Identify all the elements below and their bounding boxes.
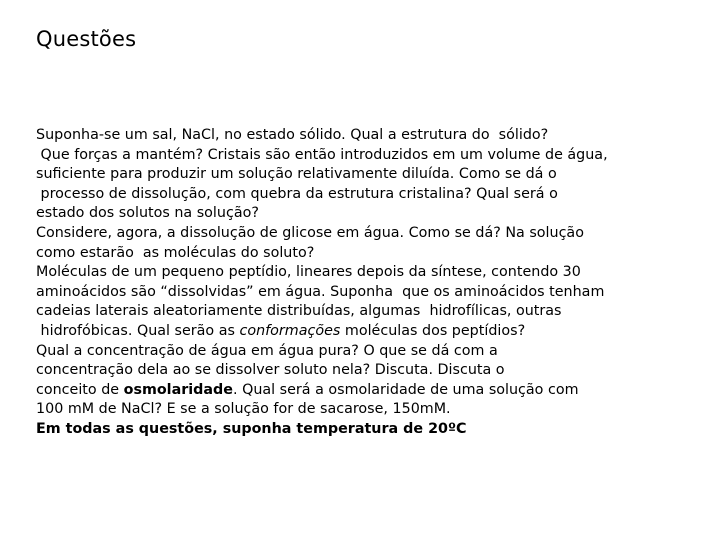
questions-body	[36, 126, 706, 440]
text-line: Moléculas de um pequeno peptídio, lineares depois da síntese, contendo 30	[36, 264, 581, 281]
text-line-with-emphasis	[36, 322, 706, 342]
text-segment: moléculas dos peptídios?	[340, 322, 526, 339]
text-segment: . Qual será a osmolaridade de uma solução com	[233, 381, 579, 398]
bold-term: osmolaridade	[123, 381, 233, 398]
text-line: concentração dela ao se dissolver soluto nela? Discuta. Discuta o	[36, 362, 505, 379]
text-line: cadeias laterais aleatoriamente distribuídas, algumas hidrofílicas, outras	[36, 303, 562, 320]
text-line: Considere, agora, a dissolução de glicose em água. Como se dá? Na solução	[36, 224, 584, 241]
text-line-with-bold-term	[36, 381, 706, 401]
text-line: Qual a concentração de água em água pura? O que se dá com a	[36, 342, 498, 359]
text-segment: conceito de	[36, 381, 124, 398]
text-segment: hidrofóbicas. Qual serão as	[36, 322, 240, 339]
text-line: estado dos solutos na solução?	[36, 205, 259, 222]
text-line: suficiente para produzir um solução relativamente diluída. Como se dá o	[36, 166, 557, 183]
text-line: Suponha-se um sal, NaCl, no estado sólido. Qual a estrutura do sólido?	[36, 127, 549, 143]
text-line: Que forças a mantém? Cristais são então introduzidos em um volume de água,	[36, 146, 608, 163]
closing-note: Em todas as questões, suponha temperatura de 20ºC	[36, 420, 467, 437]
text-line: aminoácidos são “dissolvidas” em água. Suponha que os aminoácidos tenham	[36, 283, 605, 300]
text-line: como estarão as moléculas do soluto?	[36, 244, 315, 261]
text-line: 100 mM de NaCl? E se a solução for de sacarose, 150mM.	[36, 401, 451, 418]
emphasized-term: conformações	[239, 322, 341, 339]
text-line: processo de dissolução, com quebra da estrutura cristalina? Qual será o	[36, 185, 558, 202]
page-title: Questões	[36, 27, 137, 51]
